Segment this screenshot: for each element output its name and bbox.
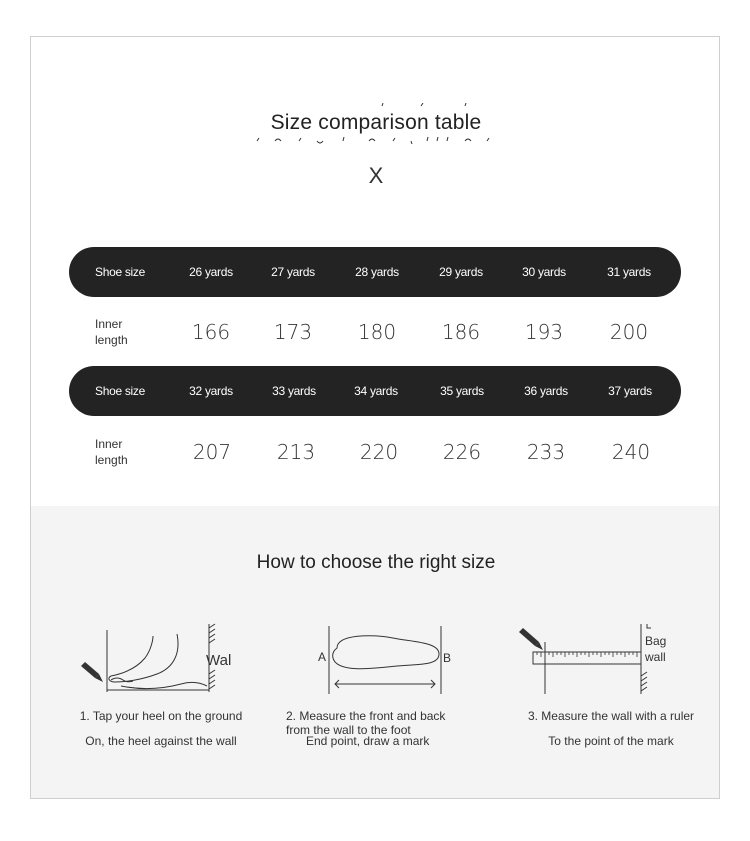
page-title: Size comparison table (270, 111, 482, 134)
inner-length-row-2 (69, 427, 681, 477)
pencil-icon (519, 628, 543, 650)
wall-label: Wal (206, 652, 232, 669)
foot-icon (81, 624, 221, 696)
length-cell: 233 (526, 440, 566, 464)
size-cell: 30 yards (522, 265, 566, 279)
size-cell: 26 yards (189, 265, 233, 279)
shoe-size-row-1 (69, 247, 681, 297)
pencil-icon (81, 662, 103, 682)
step-3-line-1: 3. Measure the wall with a ruler (527, 709, 695, 723)
length-cell: 166 (191, 320, 231, 344)
size-cell: 27 yards (271, 265, 315, 279)
point-b-label: B (443, 651, 452, 665)
length-cell: 200 (609, 320, 649, 344)
step-1-line-2: On, the heel against the wall (85, 734, 237, 748)
inner-length-label: Inner length (95, 317, 128, 347)
length-cell: 213 (276, 440, 316, 464)
size-cell: 28 yards (355, 265, 399, 279)
length-cell: 207 (192, 440, 232, 464)
step-1-line-1: 1. Tap your heel on the ground (79, 709, 243, 723)
length-cell: 240 (611, 440, 651, 464)
wall-label: wall (645, 650, 666, 664)
length-cell: 186 (441, 320, 481, 344)
shoe-size-label: Shoe size (95, 265, 145, 279)
size-cell: 36 yards (524, 384, 568, 398)
shoe-size-label: Shoe size (95, 384, 145, 398)
insole-icon (313, 624, 453, 696)
step-2-line-2: End point, draw a mark (306, 734, 430, 748)
close-icon[interactable]: X (368, 163, 384, 188)
size-chart-card (30, 36, 720, 799)
length-cell: 173 (273, 320, 313, 344)
length-cell: 180 (357, 320, 397, 344)
inner-length-row-1 (69, 307, 681, 357)
point-a-label: A (318, 650, 327, 664)
size-cell: 29 yards (439, 265, 483, 279)
step-3-line-2: To the point of the mark (548, 734, 674, 748)
size-cell: 31 yards (607, 265, 651, 279)
size-cell: 33 yards (272, 384, 316, 398)
length-cell: 226 (442, 440, 482, 464)
ruler-icon (521, 624, 661, 696)
shoe-size-row-2 (69, 366, 681, 416)
size-cell: 35 yards (440, 384, 484, 398)
size-cell: 32 yards (189, 384, 233, 398)
bag-label: Bag (645, 634, 667, 648)
guide-title: How to choose the right size (256, 552, 496, 573)
size-guide-section (31, 506, 720, 799)
size-cell: 37 yards (608, 384, 652, 398)
size-cell: 34 yards (354, 384, 398, 398)
length-cell: 220 (359, 440, 399, 464)
step-2-line-1: 2. Measure the front and back from the wall to the foot (286, 709, 446, 737)
inner-length-label: Inner length (95, 437, 128, 467)
length-cell: 193 (524, 320, 564, 344)
